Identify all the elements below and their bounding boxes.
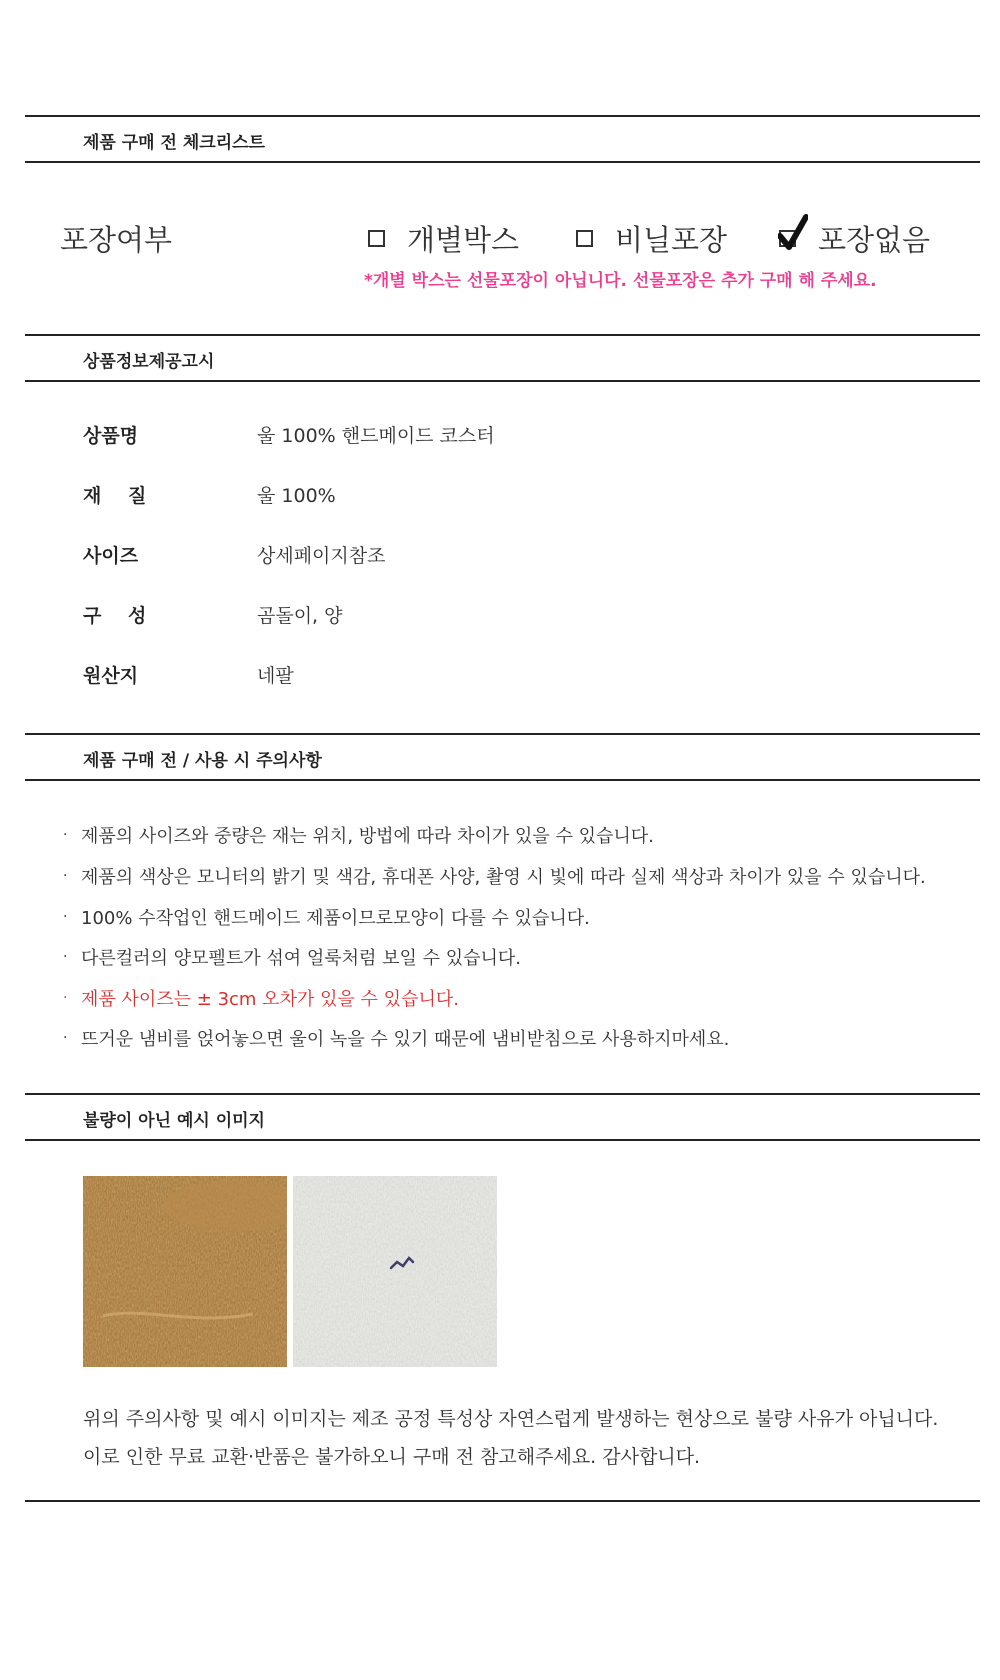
caution-item-highlight xyxy=(63,985,459,1011)
info-key-composition: 구 성 xyxy=(83,605,147,627)
info-value-material: 울 100% xyxy=(257,485,336,507)
info-key-origin: 원산지 xyxy=(83,665,139,687)
option-no-packaging[interactable] xyxy=(779,218,930,259)
section-title-cautions: 제품 구매 전 / 사용 시 주의사항 xyxy=(83,751,322,771)
bullet: · xyxy=(63,949,68,965)
section-title-checklist: 제품 구매 전 체크리스트 xyxy=(83,133,265,153)
info-value-composition: 곰돌이, 양 xyxy=(257,605,343,627)
option-label: 비닐포장 xyxy=(615,223,728,257)
caution-text: 100% 수작업인 핸드메이드 제품이므로모양이 다를 수 있습니다. xyxy=(81,908,590,929)
divider xyxy=(25,779,980,781)
info-value-size: 상세페이지참조 xyxy=(257,545,386,567)
divider xyxy=(25,1139,980,1141)
caution-text: 제품 사이즈는 ± 3cm 오차가 있을 수 있습니다. xyxy=(81,989,459,1010)
section-title-info: 상품정보제공고시 xyxy=(83,352,215,372)
caution-text: 제품의 색상은 모니터의 밝기 및 색감, 휴대폰 사양, 촬영 시 빛에 따라 실제 색상과 차이가 있을 수 있습니다. xyxy=(81,867,926,888)
caution-item xyxy=(63,904,590,930)
bullet: · xyxy=(63,909,68,925)
caution-item xyxy=(63,944,521,970)
bullet: · xyxy=(63,827,68,843)
option-label: 포장없음 xyxy=(818,223,931,257)
section-title-examples: 불량이 아닌 예시 이미지 xyxy=(83,1111,265,1131)
option-individual-box[interactable] xyxy=(368,218,519,259)
info-key-material: 재 질 xyxy=(83,485,147,507)
info-key-name: 상품명 xyxy=(83,425,139,447)
caution-text: 제품의 사이즈와 중량은 재는 위치, 방법에 따라 차이가 있을 수 있습니다. xyxy=(81,826,654,847)
divider xyxy=(25,1093,980,1095)
option-vinyl-wrap[interactable] xyxy=(576,218,727,259)
info-key-size: 사이즈 xyxy=(83,545,139,567)
divider xyxy=(25,1500,980,1502)
bullet: · xyxy=(63,990,68,1006)
example-note-line-1: 위의 주의사항 및 예시 이미지는 제조 공정 특성상 자연스럽게 발생하는 현상으로 불량 사유가 아닙니다. xyxy=(83,1408,939,1430)
example-image-brown-felt xyxy=(83,1176,287,1367)
divider xyxy=(25,733,980,735)
divider xyxy=(25,161,980,163)
packaging-note: *개별 박스는 선물포장이 아닙니다. 선물포장은 추가 구매 해 주세요. xyxy=(364,271,877,291)
caution-text: 다른컬러의 양모펠트가 섞여 얼룩처럼 보일 수 있습니다. xyxy=(81,948,521,969)
info-value-name: 울 100% 핸드메이드 코스터 xyxy=(257,425,495,447)
packaging-label: 포장여부 xyxy=(60,223,173,257)
divider xyxy=(25,380,980,382)
checkbox-empty-icon[interactable] xyxy=(576,230,593,247)
info-value-origin: 네팔 xyxy=(257,665,294,687)
caution-text: 뜨거운 냄비를 얹어놓으면 울이 녹을 수 있기 때문에 냄비받침으로 사용하지마세요. xyxy=(81,1029,730,1050)
checkbox-checked-icon[interactable] xyxy=(779,230,796,247)
divider xyxy=(25,334,980,336)
example-image-white-felt xyxy=(293,1176,497,1367)
caution-item xyxy=(63,1025,729,1051)
caution-item xyxy=(63,863,926,889)
bullet: · xyxy=(63,1030,68,1046)
checkmark-icon xyxy=(778,214,808,252)
example-note-line-2: 이로 인한 무료 교환·반품은 불가하오니 구매 전 참고해주세요. 감사합니다. xyxy=(83,1446,701,1468)
option-label: 개별박스 xyxy=(407,223,520,257)
checkbox-empty-icon[interactable] xyxy=(368,230,385,247)
divider xyxy=(25,115,980,117)
caution-item xyxy=(63,822,654,848)
bullet: · xyxy=(63,868,68,884)
